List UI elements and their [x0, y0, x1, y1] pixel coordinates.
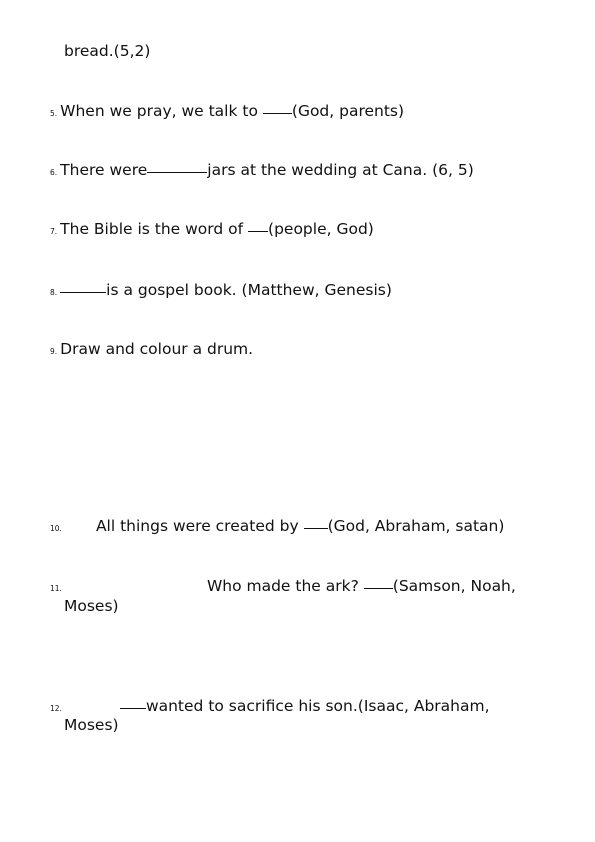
question-10	[50, 517, 504, 538]
question-text-before: All things were created by	[95, 517, 304, 535]
question-9	[50, 340, 253, 361]
question-text: Draw and colour a drum.	[60, 340, 254, 358]
answer-blank[interactable]	[364, 587, 393, 589]
question-8	[50, 281, 392, 302]
answer-blank[interactable]	[120, 707, 146, 709]
question-12	[50, 697, 490, 718]
question-6	[50, 161, 474, 182]
question-number: 11.	[50, 584, 62, 593]
question-number: 10.	[50, 524, 62, 533]
question-number: 6.	[50, 168, 58, 177]
question-options: is a gospel book. (Matthew, Genesis)	[106, 281, 392, 299]
question-number: 12.	[50, 704, 62, 713]
question-11	[50, 577, 516, 598]
answer-blank[interactable]	[147, 171, 207, 173]
question-11-continuation: Moses)	[64, 597, 119, 615]
question-5	[50, 102, 404, 123]
question-text: bread.(5,2)	[64, 42, 151, 60]
question-options: (people, God)	[268, 220, 374, 238]
question-number: 8.	[50, 288, 58, 297]
question-7	[50, 220, 374, 241]
question-options: (God, Abraham, satan)	[327, 517, 505, 535]
question-number: 9.	[50, 347, 58, 356]
question-4-continuation	[64, 42, 150, 61]
question-number: 7.	[50, 227, 58, 236]
answer-blank[interactable]	[263, 112, 292, 114]
answer-blank[interactable]	[248, 230, 268, 232]
question-text-before: When we pray, we talk to	[60, 102, 263, 120]
question-options: (God, parents)	[291, 102, 405, 120]
question-number: 5.	[50, 109, 58, 118]
question-options: (Samson, Noah,	[392, 577, 516, 595]
question-options: jars at the wedding at Cana. (6, 5)	[207, 161, 474, 179]
question-12-continuation: Moses)	[64, 716, 119, 734]
answer-blank[interactable]	[60, 291, 106, 293]
question-text-before: Who made the ark?	[206, 577, 364, 595]
question-text-before: There were	[60, 161, 148, 179]
question-text-before: The Bible is the word of	[60, 220, 249, 238]
answer-blank[interactable]	[304, 527, 328, 529]
drawing-area[interactable]	[64, 368, 544, 498]
question-options: wanted to sacrifice his son.(Isaac, Abraham,	[145, 697, 490, 715]
